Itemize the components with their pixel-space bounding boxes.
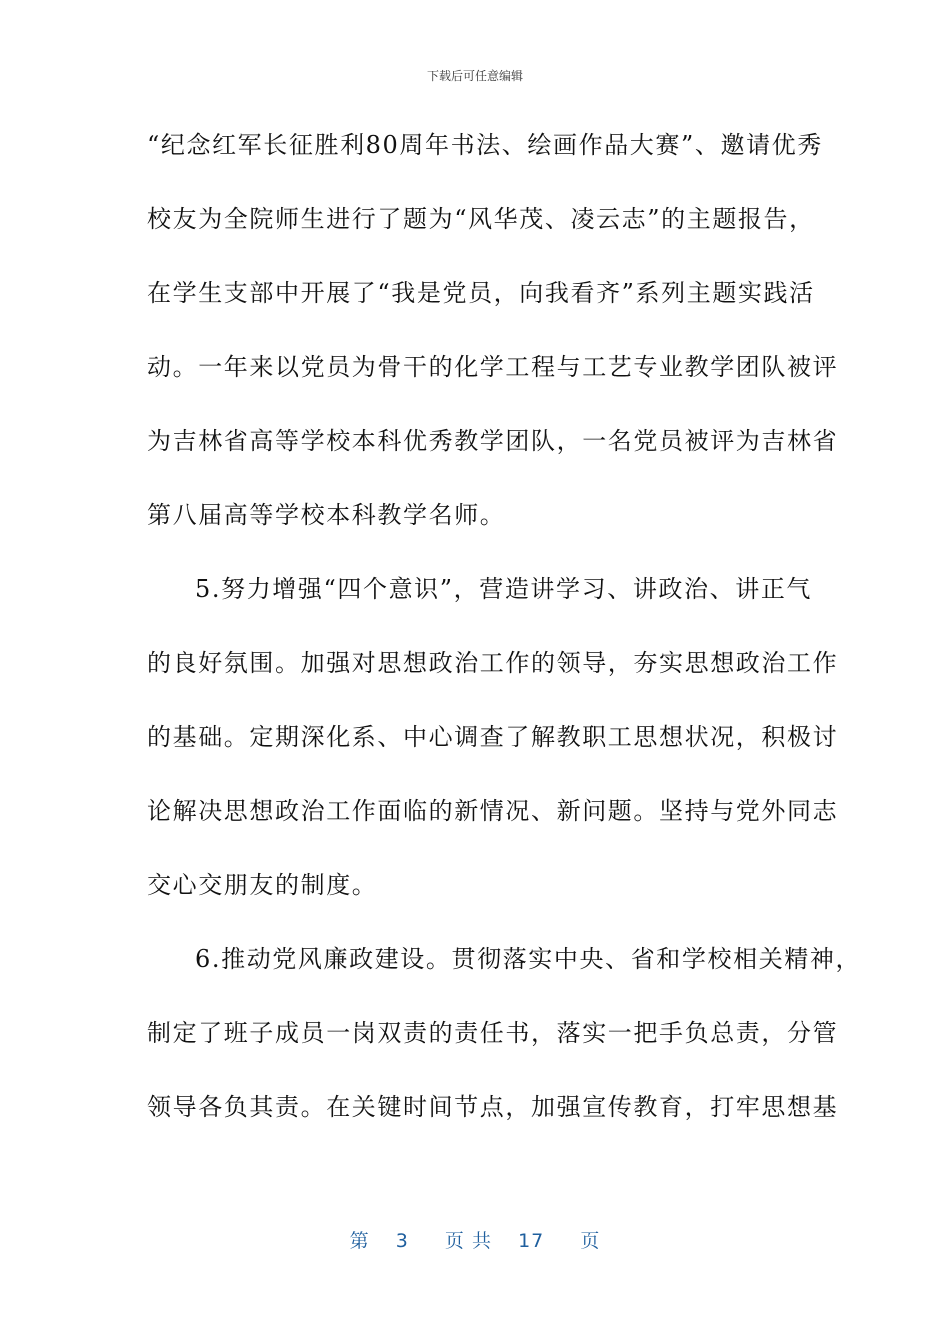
text-line: 论解决思想政治工作面临的新情况、新问题。坚持与党外同志 — [147, 797, 839, 825]
total-pages-number: 17 — [518, 1230, 545, 1252]
text-line: 校友为全院师生进行了题为“风华茂、凌云志”的主题报告， — [147, 205, 815, 233]
page-footer — [0, 1226, 950, 1253]
footer-prefix: 第 — [349, 1230, 370, 1252]
text-line: 制定了班子成员一岗双责的责任书，落实一把手负总责，分管 — [147, 1019, 839, 1047]
current-page-number: 3 — [395, 1230, 409, 1252]
text-line: 的基础。定期深化系、中心调查了解教职工思想状况，积极讨 — [147, 723, 839, 751]
text-line: “纪念红军长征胜利80周年书法、绘画作品大赛”、邀请优秀 — [147, 131, 823, 159]
text-line: 在学生支部中开展了“我是党员，向我看齐”系列主题实践活 — [147, 279, 815, 307]
text-line: 动。一年来以党员为骨干的化学工程与工艺专业教学团队被评 — [147, 353, 839, 381]
text-line: 的良好氛围。加强对思想政治工作的领导，夯实思想政治工作 — [147, 649, 839, 677]
header-note: 下载后可任意编辑 — [426, 69, 523, 83]
footer-middle: 页 共 — [444, 1230, 492, 1252]
paragraph-start-line: 5.努力增强“四个意识”，营造讲学习、讲政治、讲正气 — [195, 575, 813, 603]
paragraph-start-line: 6.推动党风廉政建设。贯彻落实中央、省和学校相关精神， — [195, 945, 862, 973]
text-line: 领导各负其责。在关键时间节点，加强宣传教育，打牢思想基 — [147, 1093, 839, 1121]
text-line: 第八届高等学校本科教学名师。 — [147, 501, 506, 529]
text-line: 为吉林省高等学校本科优秀教学团队，一名党员被评为吉林省 — [147, 427, 839, 455]
footer-suffix: 页 — [580, 1230, 601, 1252]
text-line: 交心交朋友的制度。 — [147, 871, 378, 899]
document-body — [147, 122, 862, 1158]
